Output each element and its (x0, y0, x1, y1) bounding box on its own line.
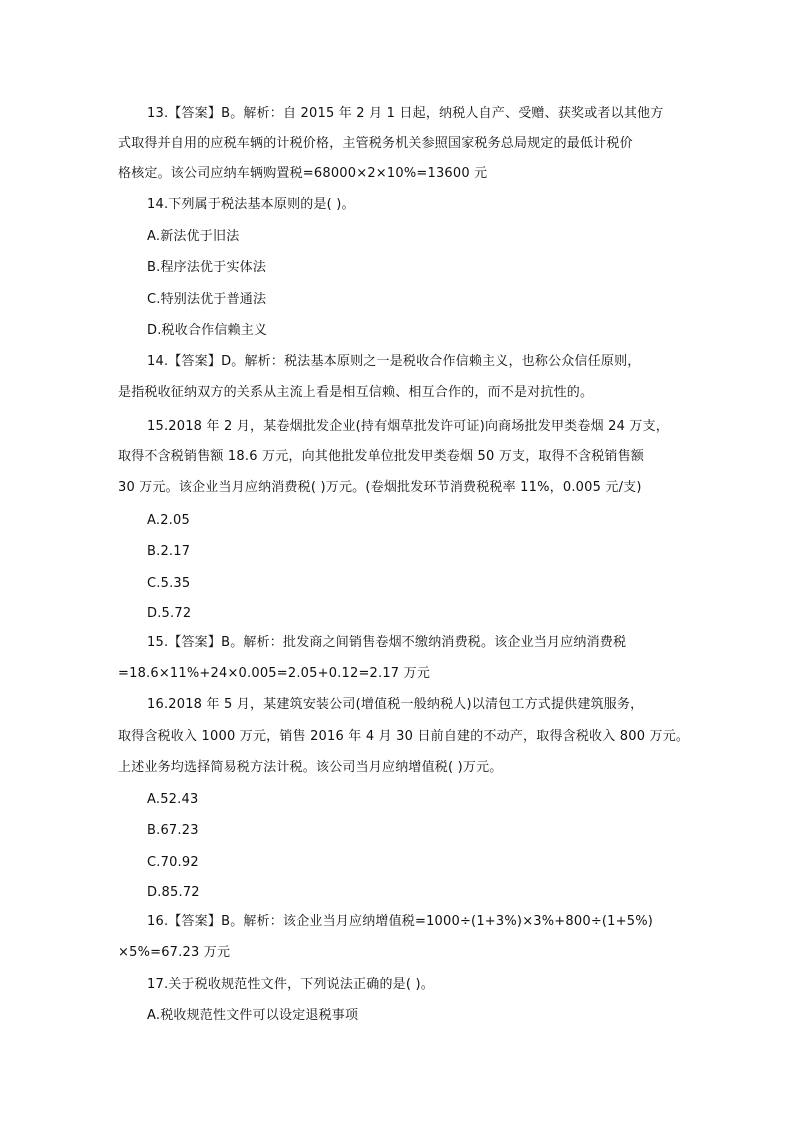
q16-answer-line-2: ×5%=67.23 万元 (118, 945, 231, 960)
q14-answer-line-1: 14.【答案】D。解析：税法基本原则之一是税收合作信赖主义，也称公众信任原则， (147, 354, 641, 369)
q15-stem-line-1: 15.2018 年 2 月，某卷烟批发企业(持有烟草批发许可证)向商场批发甲类卷烟 24 万支， (147, 419, 669, 434)
q15-answer-line-1: 15.【答案】B。解析：批发商之间销售卷烟不缴纳消费税。该企业当月应纳消费税 (147, 635, 627, 650)
q16-stem-line-1: 16.2018 年 5 月，某建筑安装公司(增值税一般纳税人)以清包工方式提供建筑服务， (147, 697, 644, 712)
q16-option-c: C.70.92 (147, 855, 199, 870)
q15-option-b: B.2.17 (147, 544, 191, 559)
q15-option-d: D.5.72 (147, 606, 192, 621)
q14-option-d: D.税收合作信赖主义 (147, 323, 268, 338)
q15-stem-line-3: 30 万元。该企业当月应纳消费税( )万元。(卷烟批发环节消费税税率 11%，0.005 元/支) (118, 480, 642, 495)
q13-answer-line-1: 13.【答案】B。解析：自 2015 年 2 月 1 日起，纳税人自产、受赠、获奖或者以其他方 (147, 106, 664, 121)
q14-option-a: A.新法优于旧法 (147, 229, 240, 244)
q14-option-c: C.特别法优于普通法 (147, 292, 267, 307)
q16-option-a: A.52.43 (147, 792, 199, 807)
q14-option-b: B.程序法优于实体法 (147, 260, 267, 275)
q14-answer-line-2: 是指税收征纳双方的关系从主流上看是相互信赖、相互合作的，而不是对抗性的。 (118, 385, 594, 400)
q13-answer-line-2: 式取得并自用的应税车辆的计税价格，主管税务机关参照国家税务总局规定的最低计税价 (118, 136, 633, 151)
q16-option-d: D.85.72 (147, 885, 200, 900)
q16-stem-line-3: 上述业务均选择简易税方法计税。该公司当月应纳增值税( )万元。 (118, 760, 503, 775)
q17-option-a: A.税收规范性文件可以设定退税事项 (147, 1008, 359, 1023)
q15-option-a: A.2.05 (147, 513, 190, 528)
q15-answer-line-2: =18.6×11%+24×0.005=2.05+0.12=2.17 万元 (118, 666, 431, 681)
q16-option-b: B.67.23 (147, 823, 199, 838)
q17-stem: 17.关于税收规范性文件，下列说法正确的是( )。 (147, 977, 434, 992)
q14-stem: 14.下列属于税法基本原则的是( )。 (147, 197, 355, 212)
q16-stem-line-2: 取得含税收入 1000 万元，销售 2016 年 4 月 30 日前自建的不动产，取得含税收入 800 万元。 (118, 729, 690, 744)
q15-stem-line-2: 取得不含税销售额 18.6 万元，向其他批发单位批发甲类卷烟 50 万支，取得不含税销售额 (118, 449, 645, 464)
q13-answer-line-3: 格核定。该公司应纳车辆购置税=68000×2×10%=13600 元 (118, 166, 488, 181)
q15-option-c: C.5.35 (147, 576, 191, 591)
q16-answer-line-1: 16.【答案】B。解析：该企业当月应纳增值税=1000÷(1+3%)×3%+800÷(1+5%) (147, 914, 654, 929)
